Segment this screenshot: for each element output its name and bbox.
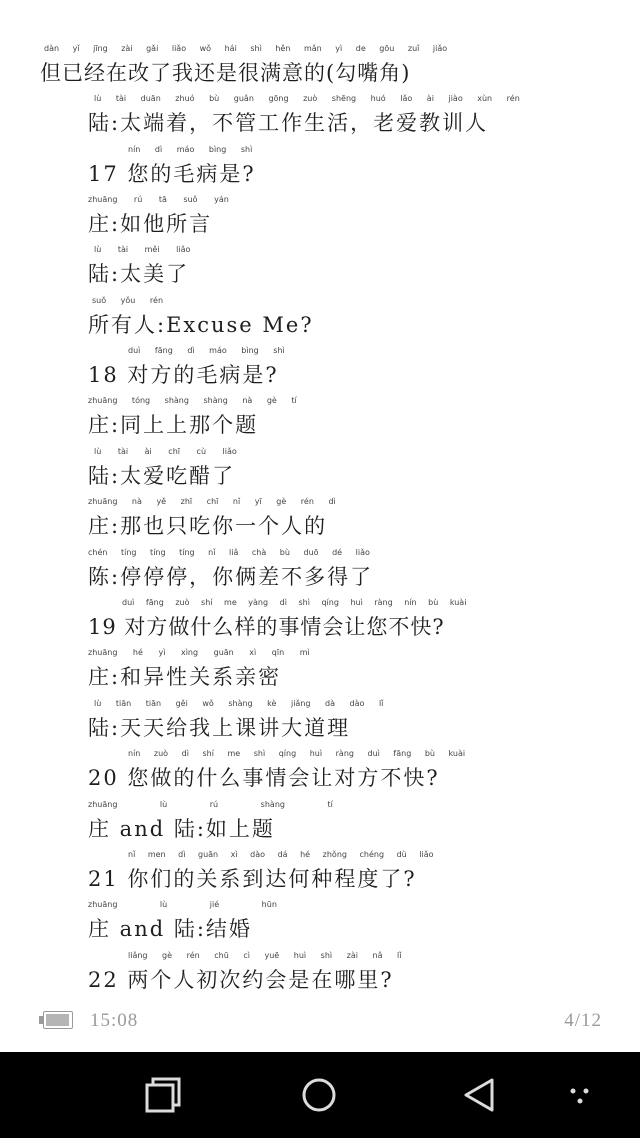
text-content: 陆:太爱吃醋了 xyxy=(88,464,236,488)
text-content: 庄:同上上那个题 xyxy=(88,413,259,437)
home-icon xyxy=(260,1052,380,1138)
pinyin-annotation: zhuāng hé yì xìng guān xì qīn mì xyxy=(88,648,310,657)
reader-status-bar xyxy=(0,1004,640,1040)
text-content: 庄:如他所言 xyxy=(88,212,213,236)
text-content: 庄:和异性关系亲密 xyxy=(88,665,282,689)
home-button[interactable] xyxy=(260,1052,380,1138)
recents-icon xyxy=(100,1052,220,1138)
text-content: 22 两个人初次约会是在哪里? xyxy=(88,968,394,992)
pinyin-annotation: lù tiān tiān gěi wǒ shàng kè jiǎng dà dào lǐ xyxy=(94,699,384,708)
pinyin-annotation: nǐ men dì guān xì dào dá hé zhǒng chéng dù liǎo xyxy=(128,850,434,859)
text-content: 陆:太端着，不管工作生活，老爱教训人 xyxy=(88,111,489,135)
menu-dots-icon xyxy=(524,1052,640,1138)
text-content: 18 对方的毛病是? xyxy=(88,363,279,387)
pinyin-annotation: duì fāng dì máo bìng shì xyxy=(128,346,285,355)
text-content: 20 您做的什么事情会让对方不快? xyxy=(88,766,440,790)
text-content: 陆:天天给我上课讲大道理 xyxy=(88,716,351,740)
pinyin-annotation: duì fāng zuò shí me yàng dì shì qíng huì ràng nín bù kuài xyxy=(122,598,467,607)
system-navigation-bar xyxy=(0,1052,640,1138)
pinyin-annotation: lù tài ài chī cù liǎo xyxy=(94,447,237,456)
pinyin-annotation: nín zuò dì shí me shì qíng huì ràng duì fāng bù kuài xyxy=(128,749,466,758)
text-content: 21 你们的关系到达何种程度了? xyxy=(88,867,417,891)
text-content: 陆:太美了 xyxy=(88,262,190,286)
back-icon xyxy=(420,1052,540,1138)
recents-button[interactable] xyxy=(100,1052,220,1138)
pinyin-annotation: zhuāng lù jié hūn xyxy=(88,900,277,909)
pinyin-annotation: zhuāng nà yě zhī chī nǐ yī gè rén dì xyxy=(88,497,336,506)
pinyin-annotation: lù tài měi liǎo xyxy=(94,245,191,254)
text-content: 庄 and 陆:如上题 xyxy=(88,817,275,841)
pinyin-annotation: lù tài duān zhuó bù guǎn gōng zuò shēng huó lǎo ài jiào xùn rén xyxy=(94,94,520,103)
text-content: 庄 and 陆:结婚 xyxy=(88,917,252,941)
back-button[interactable] xyxy=(420,1052,540,1138)
pinyin-annotation: suǒ yǒu rén xyxy=(92,296,164,305)
pinyin-annotation: dàn yǐ jīng zài gǎi liǎo wǒ hái shì hěn mǎn yì de gōu zuǐ jiǎo xyxy=(44,44,448,53)
page-indicator: 4/12 xyxy=(564,1010,602,1031)
text-content: 所有人:Excuse Me? xyxy=(88,313,314,337)
pinyin-annotation: nín dì máo bìng shì xyxy=(128,145,253,154)
pinyin-annotation: zhuāng tóng shàng shàng nà gè tí xyxy=(88,396,297,405)
pinyin-annotation: liǎng gè rén chū cì yuē huì shì zài nǎ lǐ xyxy=(128,951,402,960)
pinyin-annotation: chén tíng tíng tíng nǐ liǎ chà bù duō dé liǎo xyxy=(88,548,370,557)
menu-button[interactable] xyxy=(524,1052,640,1138)
text-content: 陈:停停停，你俩差不多得了 xyxy=(88,565,374,589)
clock-time: 15:08 xyxy=(90,1010,139,1031)
pinyin-annotation: zhuāng lù rú shàng tí xyxy=(88,800,333,809)
text-content: 19 对方做什么样的事情会让您不快? xyxy=(88,615,445,639)
text-content: 但已经在改了我还是很满意的(勾嘴角) xyxy=(40,61,411,85)
battery-icon xyxy=(39,1011,73,1029)
text-content: 17 您的毛病是? xyxy=(88,162,256,186)
text-content: 庄:那也只吃你一个人的 xyxy=(88,514,328,538)
pinyin-annotation: zhuāng rú tā suǒ yán xyxy=(88,195,229,204)
